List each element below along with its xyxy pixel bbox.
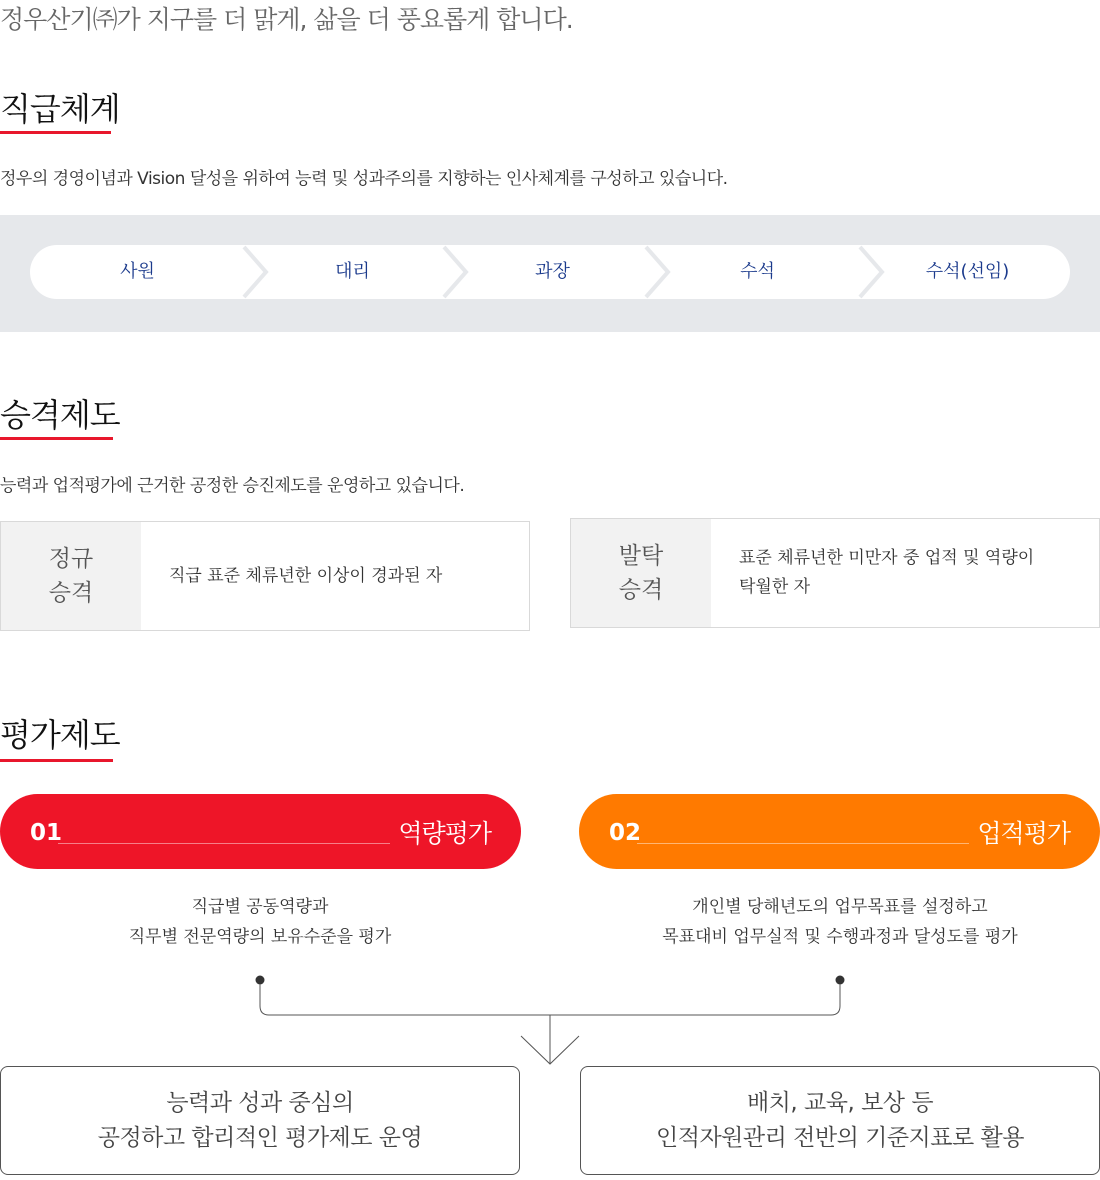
promotion-card-regular [0,521,530,631]
outcome-text: 공정하고 합리적인 평가제도 운영 [97,1124,423,1151]
promotion-card-heading [1,522,141,630]
rank-item-senior-principal: 수석(선임) [925,261,1010,282]
rank-item-manager: 과장 [535,261,570,282]
connector-dot [836,976,845,985]
rank-title-underline [0,131,111,134]
outcome-box-fair-evaluation [0,1066,520,1175]
evaluation-description-performance [580,892,1100,952]
outcome-box-hr-indicator [580,1066,1100,1175]
evaluation-description-line: 직무별 전문역량의 보유수준을 평가 [128,927,392,947]
evaluation-description-line: 개인별 당해년도의 업무목표를 설정하고 [692,897,988,917]
evaluation-description-competency [0,892,520,952]
promotion-card-fasttrack [570,518,1100,628]
promotion-card-text: 탁월한 자 [739,577,811,597]
connector-dot [256,976,265,985]
rank-item-assistant-manager: 대리 [335,261,370,282]
promotion-card-body [739,519,1083,627]
promotion-card-heading-line: 정규 [48,546,94,572]
promotion-card-text: 직급 표준 체류년한 이상이 경과된 자 [169,565,443,586]
outcome-text: 능력과 성과 중심의 [166,1089,354,1116]
evaluation-connector [0,970,1100,1070]
promotion-card-heading-line: 승격 [48,580,94,606]
evaluation-name: 업적평가 [977,819,1070,848]
divider [637,843,969,844]
promotion-title-underline [0,437,113,440]
rank-item-staff: 사원 [120,261,155,282]
evaluation-title-underline [0,759,113,762]
rank-description: 정우의 경영이념과 Vision 달성을 위하여 능력 및 성과주의를 지향하는 인사체계를 구성하고 있습니다. [0,169,728,189]
promotion-section-title: 승격제도 [0,396,120,434]
evaluation-description-line: 목표대비 업무실적 및 수행과정과 달성도를 평가 [662,927,1018,947]
evaluation-pill-competency [0,794,521,869]
evaluation-section-title: 평가제도 [0,716,120,754]
evaluation-pill-performance [579,794,1100,869]
promotion-card-body [169,522,513,630]
promotion-card-text: 표준 체류년한 미만자 중 업적 및 역량이 [739,548,1035,568]
evaluation-number: 01 [30,820,63,846]
divider [58,843,390,844]
rank-section-title: 직급체계 [0,90,120,128]
tagline: 정우산기㈜가 지구를 더 맑게, 삶을 더 풍요롭게 합니다. [0,5,573,34]
rank-item-principal: 수석 [740,261,775,282]
promotion-description: 능력과 업적평가에 근거한 공정한 승진제도를 운영하고 있습니다. [0,476,465,496]
rank-flow [30,245,1070,299]
outcome-text: 인적자원관리 전반의 기준지표로 활용 [656,1124,1024,1151]
evaluation-number: 02 [609,820,642,846]
outcome-text: 배치, 교육, 보상 등 [746,1089,934,1116]
promotion-card-heading-line: 발탁 [618,543,664,569]
promotion-card-heading-line: 승격 [618,577,664,603]
evaluation-name: 역량평가 [398,819,491,848]
evaluation-description-line: 직급별 공동역량과 [191,897,329,917]
promotion-card-heading [571,519,711,627]
rank-band [0,215,1100,332]
